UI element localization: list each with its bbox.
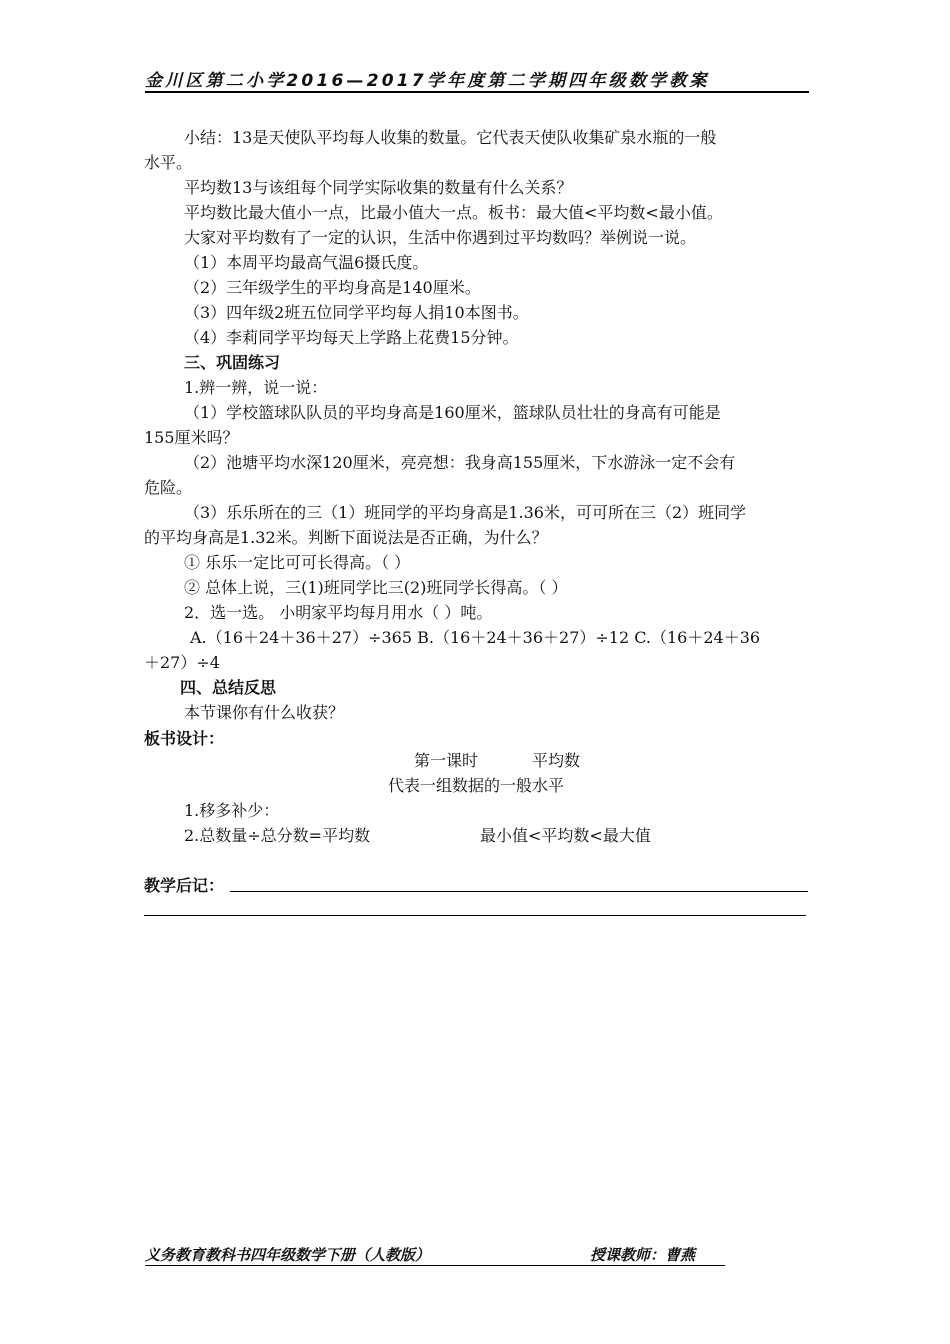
example-item-1: （1）本周平均最高气温6摄氏度。 <box>184 253 429 272</box>
judge-statement-1: ① 乐乐一定比可可长得高。（ ） <box>184 553 411 572</box>
example-item-2: （2）三年级学生的平均身高是140厘米。 <box>184 278 481 297</box>
afterword-line-1 <box>230 891 808 892</box>
problem-3-line-1: （3）乐乐所在的三（1）班同学的平均身高是1.36米，可可所在三（2）班同学 <box>184 503 747 522</box>
example-item-4: （4）李莉同学平均每天上学路上花费15分钟。 <box>184 328 519 347</box>
reflection-heading: 四、总结反思 <box>180 678 277 697</box>
question-examples: 大家对平均数有了一定的认识，生活中你遇到过平均数吗？举例说一说。 <box>184 228 697 247</box>
problem-1-line-2: 155厘米吗？ <box>144 428 239 447</box>
summary-line-2: 水平。 <box>144 153 193 172</box>
example-item-3: （3）四年级2班五位同学平均每人捐10本图书。 <box>184 303 529 322</box>
afterword-line-2 <box>144 915 806 916</box>
problem-2-line-1: （2）池塘平均水深120厘米，亮亮想：我身高155厘米，下水游泳一定不会有 <box>184 453 736 472</box>
board-item-2: 2.总数量÷总分数=平均数 <box>184 826 371 845</box>
practice-heading: 三、巩固练习 <box>184 353 281 372</box>
reflection-question: 本节课你有什么收获？ <box>184 703 345 722</box>
summary-line-1: 小结：13是天使队平均每人收集的数量。它代表天使队收集矿泉水瓶的一般 <box>184 128 717 147</box>
practice-task-2: 2．选一选。 小明家平均每月用水（ ）吨。 <box>184 603 493 622</box>
board-subtitle: 代表一组数据的一般水平 <box>388 776 565 795</box>
footer-book-title: 义务教育教科书四年级数学下册（人教版） <box>145 1246 431 1264</box>
answer-relation: 平均数比最大值小一点，比最小值大一点。板书：最大值<平均数<最小值。 <box>184 203 723 222</box>
board-lesson-label: 第一课时 <box>414 751 479 770</box>
afterword-label: 教学后记： <box>144 876 225 895</box>
problem-3-line-2: 的平均身高是1.32米。判断下面说法是否正确，为什么？ <box>144 528 548 547</box>
choice-options-line-2: ＋27）÷4 <box>144 653 220 672</box>
footer-rule <box>145 1265 725 1266</box>
question-relation: 平均数13与该组每个同学实际收集的数量有什么关系？ <box>184 178 573 197</box>
choice-options-line-1: A.（16＋24＋36＋27）÷365 B.（16＋24＋36＋27）÷12 C.（16＋24＋36 <box>190 628 761 647</box>
board-design-heading: 板书设计： <box>144 729 225 748</box>
page-header: 金川区第二小学2016—2017学年度第二学期四年级数学教案 <box>145 71 710 91</box>
practice-task-1: 1.辨一辨，说一说： <box>184 378 328 397</box>
board-topic-title: 平均数 <box>532 751 581 770</box>
header-rule <box>145 91 809 93</box>
problem-2-line-2: 危险。 <box>144 478 193 497</box>
problem-1-line-1: （1）学校篮球队队员的平均身高是160厘米，篮球队员壮壮的身高有可能是 <box>184 403 721 422</box>
judge-statement-2: ② 总体上说，三(1)班同学比三(2)班同学长得高。（ ） <box>184 578 568 597</box>
board-item-1: 1.移多补少： <box>184 801 280 820</box>
board-relation: 最小值<平均数<最大值 <box>480 826 651 845</box>
footer-teacher: 授课教师：曹燕 <box>590 1246 696 1264</box>
